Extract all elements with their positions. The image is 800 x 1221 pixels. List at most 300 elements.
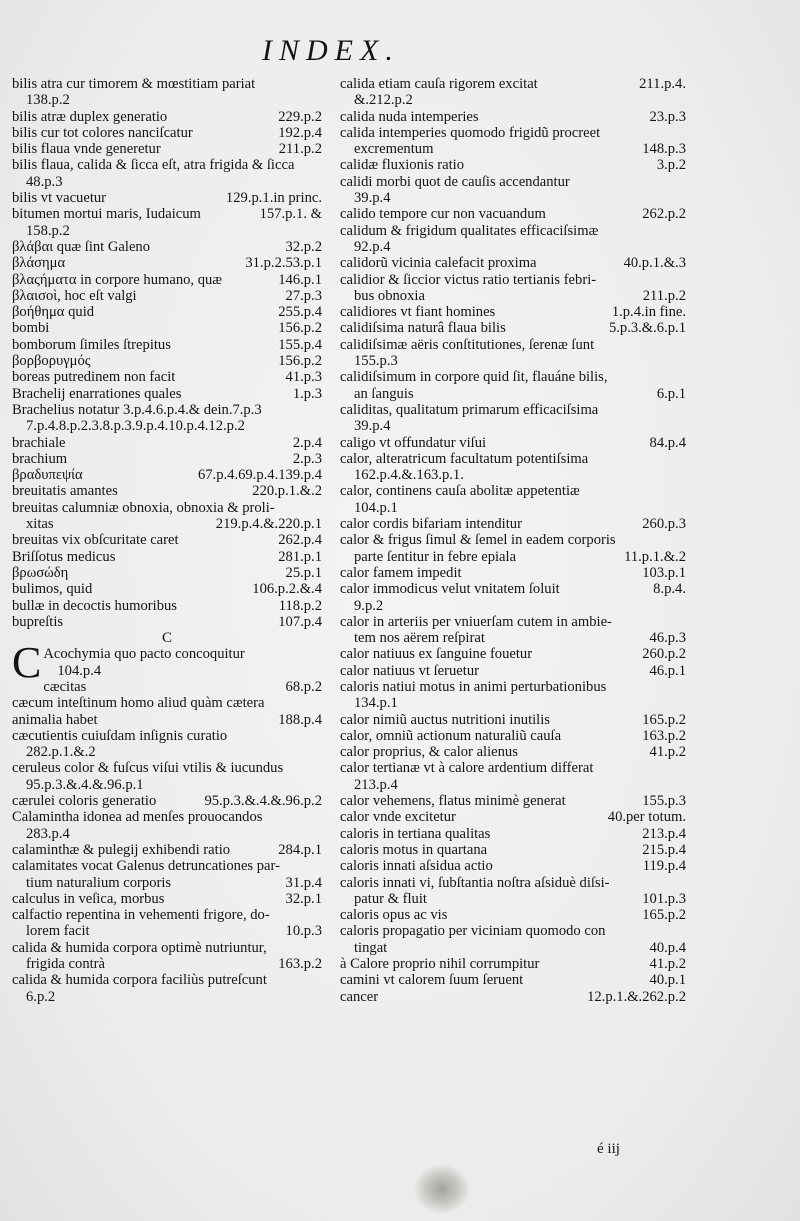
- entries-letter-b: [12, 76, 322, 630]
- drop-cap-letter: C: [12, 638, 42, 688]
- entry-text: calida & humida corpora faciliùs putreſcunt: [12, 972, 267, 989]
- continuation-text: &.212.p.2: [354, 92, 413, 109]
- entry-line: [340, 581, 686, 597]
- index-entry: [340, 679, 686, 712]
- entry-text: calida intemperies quomodo frigidũ procreet: [340, 124, 601, 141]
- continuation-text: 213.p.4: [354, 776, 398, 793]
- entry-line: [12, 483, 322, 499]
- entry-line: [340, 76, 686, 92]
- entry-line: [340, 809, 686, 825]
- entry-line: [340, 402, 686, 418]
- entry-text: bilis flaua vnde generetur: [12, 141, 161, 158]
- index-entry: [12, 337, 322, 353]
- entry-page-ref: 163.p.2: [642, 727, 686, 744]
- entry-line: [12, 157, 322, 173]
- index-entry: [340, 907, 686, 923]
- entry-page-ref: 23.p.3: [649, 108, 686, 125]
- entry-page-ref: 3.p.2: [656, 157, 686, 174]
- entry-line: [12, 842, 322, 858]
- entry-page-ref: 119.p.4: [642, 858, 686, 875]
- continuation-text: 39.p.4: [354, 418, 391, 435]
- entry-line: [340, 435, 686, 451]
- entry-line: [12, 369, 322, 385]
- entry-text: calidum & frigidum qualitates efficaciſsimæ: [340, 222, 599, 239]
- index-entry: [12, 402, 322, 435]
- entry-text: caloris motus in quartana: [340, 841, 488, 858]
- entry-text: bitumen mortui maris, Iudaicum: [12, 206, 201, 223]
- entry-page-ref: 211.p.2: [642, 287, 686, 304]
- entry-page-ref: 31.p.2.53.p.1: [245, 255, 322, 272]
- entry-line: [340, 320, 686, 336]
- index-entry: [12, 451, 322, 467]
- entry-page-ref: 40.per totum.: [607, 809, 686, 826]
- entry-page-ref: 5.p.3.&.6.p.1: [608, 320, 686, 337]
- entry-page-ref: 262.p.2: [642, 206, 686, 223]
- index-entry: [340, 337, 686, 370]
- entry-text: calida nuda intemperies: [340, 108, 479, 125]
- entry-page-ref: 25.p.1: [285, 564, 322, 581]
- entry-line: [12, 320, 322, 336]
- entry-page-ref: 32.p.2: [285, 238, 322, 255]
- index-entry: [12, 483, 322, 499]
- entry-text: bombi: [12, 320, 50, 337]
- entry-page-ref: 155.p.4: [278, 336, 322, 353]
- entry-page-ref: 106.p.2.&.4: [252, 581, 322, 598]
- index-entry: [12, 109, 322, 125]
- entry-page-ref: 211.p.2: [278, 141, 322, 158]
- index-entry: [340, 646, 686, 662]
- index-entry: [12, 549, 322, 565]
- continuation-text: 155.p.3: [354, 353, 398, 370]
- entry-page-ref: 260.p.3: [642, 516, 686, 533]
- entry-page-ref: 220.p.1.&.2: [252, 483, 322, 500]
- index-entry: [12, 842, 322, 858]
- entry-text: βοήθημα quid: [12, 304, 95, 321]
- entry-page-ref: 2.p.4: [292, 434, 322, 451]
- entry-text: calor & frigus ſimul & ſemel in eadem corporis: [340, 532, 616, 549]
- continuation-text: 158.p.2: [26, 222, 70, 239]
- entry-page-ref: 95.p.3.&.4.&.96.p.2: [204, 793, 322, 810]
- entry-line: [12, 109, 322, 125]
- entry-text: Briſſotus medicus: [12, 548, 116, 565]
- index-entry: [12, 304, 322, 320]
- entry-continuation: [12, 418, 322, 434]
- entry-page-ref: 229.p.2: [278, 108, 322, 125]
- entry-page-ref: 46.p.1: [649, 662, 686, 679]
- entry-continuation: [340, 695, 686, 711]
- entry-text: bilis cur tot colores nanciſcatur: [12, 124, 193, 141]
- entry-line: [12, 402, 322, 418]
- continuation-text: frigida contrà: [26, 956, 106, 973]
- continuation-text: tingat: [354, 939, 388, 956]
- entry-line: [12, 907, 322, 923]
- index-entry: [12, 793, 322, 809]
- entry-text: bilis vt vacuetur: [12, 190, 107, 207]
- index-entry: [12, 598, 322, 614]
- entry-page-ref: 68.p.2: [285, 678, 322, 695]
- entry-page-ref: 101.p.3: [642, 890, 686, 907]
- signature-mark: é iij: [597, 1141, 620, 1157]
- entry-text: bilis atræ duplex generatio: [12, 108, 168, 125]
- entry-text: βλάβαι quæ ſint Galeno: [12, 238, 151, 255]
- entry-line: [340, 223, 686, 239]
- entry-page-ref: 118.p.2: [278, 597, 322, 614]
- entries-letter-c: [12, 638, 322, 1005]
- index-entry: [12, 125, 322, 141]
- entry-text: bupreſtis: [12, 613, 64, 630]
- entry-text: calida etiam cauſa rigorem excitat: [340, 76, 538, 92]
- index-entry: [12, 369, 322, 385]
- entry-text: caligo vt offundatur viſui: [340, 434, 487, 451]
- index-entry: [12, 255, 322, 271]
- entry-line: [12, 581, 322, 597]
- entry-page-ref: 46.p.3: [649, 630, 686, 647]
- index-entry: [340, 255, 686, 271]
- entry-text: calidiſsimum in corpore quid ſit, flauáne bilis,: [340, 369, 608, 386]
- entry-line: [340, 793, 686, 809]
- entry-line: [12, 809, 322, 825]
- continuation-text: 48.p.3: [26, 173, 63, 190]
- continuation-text: 7.p.4.8.p.2.3.8.p.3.9.p.4.10.p.4.12.p.2: [26, 418, 245, 435]
- entry-text: βλαςήματα in corpore humano, quæ: [12, 271, 223, 288]
- continuation-text: 282.p.1.&.2: [26, 744, 96, 761]
- index-entry: [12, 206, 322, 239]
- entry-page-ref: 165.p.2: [642, 907, 686, 924]
- entry-text: bulimos, quid: [12, 581, 93, 598]
- entry-text: calidorũ vicinia calefacit proxima: [340, 255, 537, 272]
- entry-continuation: [12, 516, 322, 532]
- continuation-text: 104.p.4: [57, 662, 102, 679]
- entry-line: [12, 288, 322, 304]
- entry-line: [340, 451, 686, 467]
- entry-page-ref: 6.p.1: [656, 385, 686, 402]
- continuation-text: lorem facit: [26, 923, 90, 940]
- entry-continuation: [12, 92, 322, 108]
- entry-line: [340, 760, 686, 776]
- entry-text: calor proprius, & calor alienus: [340, 744, 518, 761]
- entry-page-ref: 27.p.3: [285, 287, 322, 304]
- index-entry: [340, 972, 686, 988]
- entry-line: [12, 76, 322, 92]
- entry-page-ref: 156.p.2: [278, 320, 322, 337]
- index-entry: [340, 320, 686, 336]
- entry-line: [340, 337, 686, 353]
- index-entry: [12, 141, 322, 157]
- entry-text: Brachelij enarrationes quales: [12, 385, 182, 402]
- index-entry: [340, 956, 686, 972]
- entry-continuation: [340, 288, 686, 304]
- entry-line: [340, 842, 686, 858]
- entry-text: Brachelius notatur 3.p.4.6.p.4.& dein.7.p.3: [12, 401, 262, 418]
- index-entry: [340, 614, 686, 647]
- entry-text: cancer: [340, 988, 379, 1005]
- entry-continuation: [340, 353, 686, 369]
- entry-text: caloris opus ac vis: [340, 907, 448, 924]
- entry-text: calor natiuus vt ſeruetur: [340, 662, 479, 679]
- continuation-text: 92.p.4: [354, 238, 391, 255]
- entry-line: [340, 483, 686, 499]
- index-entry: [340, 272, 686, 305]
- continuation-text: 138.p.2: [26, 92, 70, 109]
- index-entry: [340, 174, 686, 207]
- index-entry: [340, 842, 686, 858]
- index-entry: [340, 793, 686, 809]
- entry-continuation: [340, 630, 686, 646]
- entry-text: calor cordis bifariam intenditur: [340, 516, 522, 533]
- entry-text: bilis flaua, calida & ſicca eſt, atra frigida & ſicca: [12, 157, 295, 174]
- entry-page-ref: 213.p.4: [642, 825, 686, 842]
- entry-text: caloris in tertiana qualitas: [340, 825, 491, 842]
- entry-text: cæcitas: [43, 678, 87, 695]
- entry-text: brachiale: [12, 434, 66, 451]
- entry-line: [12, 728, 322, 744]
- entry-text: bomborum ſimiles ſtrepitus: [12, 336, 171, 353]
- entry-continuation: [340, 418, 686, 434]
- entry-line: [340, 255, 686, 271]
- entry-continuation: [340, 190, 686, 206]
- entry-page-ref: 129.p.1.in princ.: [225, 190, 322, 207]
- entry-page-ref: 192.p.4: [278, 124, 322, 141]
- entry-line: [12, 972, 322, 988]
- entry-continuation: [12, 777, 322, 793]
- index-entry: [12, 386, 322, 402]
- entry-line: [12, 549, 322, 565]
- entry-text: calidiſsimæ aëris conſtitutiones, ſerenæ ſunt: [340, 336, 595, 353]
- index-entry: [12, 614, 322, 630]
- entry-line: [340, 125, 686, 141]
- entry-text: βλαισοὶ, hoc eſt valgi: [12, 287, 137, 304]
- entry-text: calfactio repentina in vehementi frigore, do-: [12, 907, 270, 924]
- entry-page-ref: 188.p.4: [278, 711, 322, 728]
- index-entry: [340, 206, 686, 222]
- continuation-text: 39.p.4: [354, 190, 391, 207]
- entry-text: calidæ fluxionis ratio: [340, 157, 465, 174]
- entry-page-ref: 157.p.1. &: [259, 206, 322, 223]
- entry-page-ref: 1.p.4.in fine.: [611, 304, 686, 321]
- entry-continuation: [12, 223, 322, 239]
- entry-line: [12, 793, 322, 809]
- entry-continuation: [12, 956, 322, 972]
- entry-line: [12, 695, 322, 711]
- index-entry: [340, 451, 686, 484]
- entry-text: brachium: [12, 450, 68, 467]
- entry-line: [12, 190, 322, 206]
- index-entry: [12, 532, 322, 548]
- entry-page-ref: 107.p.4: [278, 613, 322, 630]
- index-entry: [340, 402, 686, 435]
- entry-text: Acochymia quo pacto concoquitur: [43, 646, 245, 663]
- entry-line: [340, 744, 686, 760]
- entry-line: [12, 125, 322, 141]
- entry-text: calor famem impedit: [340, 564, 462, 581]
- entry-text: caloris propagatio per viciniam quomodo con: [340, 923, 606, 940]
- entry-page-ref: 11.p.1.&.2: [624, 548, 686, 565]
- entry-continuation: [340, 940, 686, 956]
- entry-line: [12, 386, 322, 402]
- index-entry: [340, 304, 686, 320]
- entry-text: caliditas, qualitatum primarum efficaciſsima: [340, 401, 599, 418]
- index-entry: [12, 809, 322, 842]
- entry-line: [340, 646, 686, 662]
- entry-text: βορβορυγμός: [12, 353, 91, 370]
- entry-line: [12, 760, 322, 776]
- entry-text: caloris natiui motus in animi perturbationibus: [340, 678, 607, 695]
- entry-line: [340, 875, 686, 891]
- entry-line: [12, 500, 322, 516]
- entry-line: [12, 940, 322, 956]
- index-entry: [340, 826, 686, 842]
- entry-continuation: [12, 989, 322, 1005]
- continuation-text: tem nos aërem reſpirat: [354, 630, 485, 647]
- entry-line: [12, 141, 322, 157]
- index-entry: [12, 695, 322, 728]
- index-entry: [340, 581, 686, 614]
- index-entry: [340, 565, 686, 581]
- entry-page-ref: 163.p.2: [278, 956, 322, 973]
- index-entry: [340, 728, 686, 744]
- entry-text: breuitatis amantes: [12, 483, 118, 500]
- index-entry: [12, 320, 322, 336]
- entry-text: βρωσώδη: [12, 564, 69, 581]
- entry-line: [340, 109, 686, 125]
- index-entry: [12, 679, 322, 695]
- entry-line: [43, 679, 322, 695]
- entry-line: [340, 923, 686, 939]
- entry-text: camini vt calorem ſuum ſeruent: [340, 972, 524, 989]
- entry-line: [340, 826, 686, 842]
- entry-line: [12, 598, 322, 614]
- entry-page-ref: 40.p.4: [649, 939, 686, 956]
- index-entry: [340, 744, 686, 760]
- entry-text: Calamintha idonea ad menſes prouocandos: [12, 809, 263, 826]
- entry-text: βλάσημα: [12, 255, 66, 272]
- entry-text: cæcutientis cuiuſdam inſignis curatio: [12, 727, 228, 744]
- entry-line: [340, 565, 686, 581]
- index-entry: [340, 157, 686, 173]
- index-entry: [12, 760, 322, 793]
- entry-line: [340, 516, 686, 532]
- entry-line: [12, 891, 322, 907]
- entry-page-ref: 165.p.2: [642, 711, 686, 728]
- entry-page-ref: 40.p.1.&.3: [623, 255, 686, 272]
- index-entry: [340, 923, 686, 956]
- entry-line: [12, 272, 322, 288]
- entry-line: [340, 712, 686, 728]
- index-entry: [12, 858, 322, 891]
- entry-continuation: [12, 744, 322, 760]
- index-entry: [12, 435, 322, 451]
- entry-text: calida & humida corpora optimè nutriuntur,: [12, 939, 267, 956]
- entry-text: calido tempore cur non vacuandum: [340, 206, 546, 223]
- entry-line: [340, 679, 686, 695]
- entry-line: [12, 239, 322, 255]
- entry-text: calidiores vt fiant homines: [340, 304, 496, 321]
- entry-line: [340, 157, 686, 173]
- entry-continuation: [12, 923, 322, 939]
- entry-line: [340, 369, 686, 385]
- entry-line: [340, 272, 686, 288]
- entry-continuation: [43, 663, 322, 679]
- entry-text: bilis atra cur timorem & mœstitiam pariat: [12, 76, 256, 92]
- entry-text: calor, alteratricum facultatum potentiſsima: [340, 450, 589, 467]
- entry-text: calor natiuus ex ſanguine fouetur: [340, 646, 533, 663]
- entry-page-ref: 146.p.1: [278, 271, 322, 288]
- entry-continuation: [340, 386, 686, 402]
- entry-text: caloris innati vi, ſubſtantia noſtra aſsiduè diſsi-: [340, 874, 610, 891]
- index-entry: [12, 972, 322, 1005]
- continuation-text: animalia habet: [12, 711, 98, 728]
- index-entry: [340, 663, 686, 679]
- entry-text: bullæ in decoctis humoribus: [12, 597, 177, 614]
- entry-line: [340, 174, 686, 190]
- ink-smudge: [415, 1165, 469, 1213]
- continuation-text: xitas: [26, 516, 54, 533]
- index-entry: [340, 712, 686, 728]
- entry-continuation: [340, 598, 686, 614]
- entry-page-ref: 262.p.4: [278, 532, 322, 549]
- entry-line: [340, 304, 686, 320]
- entry-line: [12, 614, 322, 630]
- entry-page-ref: 215.p.4: [642, 841, 686, 858]
- entry-text: cæcum inteſtinum homo aliud quàm cætera: [12, 695, 265, 712]
- entry-page-ref: 41.p.3: [285, 369, 322, 386]
- continuation-text: 95.p.3.&.4.&.96.p.1: [26, 776, 144, 793]
- index-entry: [12, 728, 322, 761]
- continuation-text: 9.p.2: [354, 597, 384, 614]
- entry-page-ref: 12.p.1.&.262.p.2: [587, 988, 686, 1005]
- entry-line: [340, 663, 686, 679]
- continuation-text: an ſanguis: [354, 385, 414, 402]
- index-entry: [12, 500, 322, 533]
- entry-page-ref: 8.p.4.: [653, 581, 686, 598]
- entry-line: [340, 956, 686, 972]
- index-entry: [340, 223, 686, 256]
- entry-text: calamitates vocat Galenus detruncationes par-: [12, 858, 280, 875]
- entry-continuation: [340, 239, 686, 255]
- entry-page-ref: 41.p.2: [649, 744, 686, 761]
- entry-text: caloris innati aſsidua actio: [340, 858, 493, 875]
- entry-page-ref: 40.p.1: [649, 972, 686, 989]
- entry-text: calor vnde excitetur: [340, 809, 456, 826]
- continuation-text: 134.p.1: [354, 695, 398, 712]
- entry-text: ceruleus color & fuſcus viſui vtilis & iucundus: [12, 760, 284, 777]
- entry-line: [43, 646, 322, 662]
- index-entry: [12, 239, 322, 255]
- entry-line: [12, 337, 322, 353]
- index-entry: [340, 435, 686, 451]
- continuation-text: patur & fluit: [354, 890, 427, 907]
- index-entry: [12, 76, 322, 109]
- entry-line: [12, 467, 322, 483]
- continuation-text: 6.p.2: [26, 988, 56, 1005]
- entry-line: [340, 989, 686, 1005]
- index-entry: [340, 875, 686, 908]
- index-entry: [12, 190, 322, 206]
- entry-line: [340, 614, 686, 630]
- entry-text: breuitas calumniæ obnoxia, obnoxia & proli-: [12, 499, 275, 516]
- entry-line: [12, 532, 322, 548]
- entry-line: [12, 858, 322, 874]
- section-letter-heading: C: [161, 630, 172, 647]
- entry-page-ref: 84.p.4: [649, 434, 686, 451]
- index-entry: [340, 109, 686, 125]
- entry-text: calor, continens cauſa abolitæ appetentiæ: [340, 483, 580, 500]
- entry-text: calor in arteriis per vniuerſam cutem in ambie-: [340, 613, 612, 630]
- index-entry: [12, 891, 322, 907]
- index-entry: [12, 157, 322, 190]
- index-column-right: [340, 76, 686, 1005]
- continuation-text: bus obnoxia: [354, 287, 425, 304]
